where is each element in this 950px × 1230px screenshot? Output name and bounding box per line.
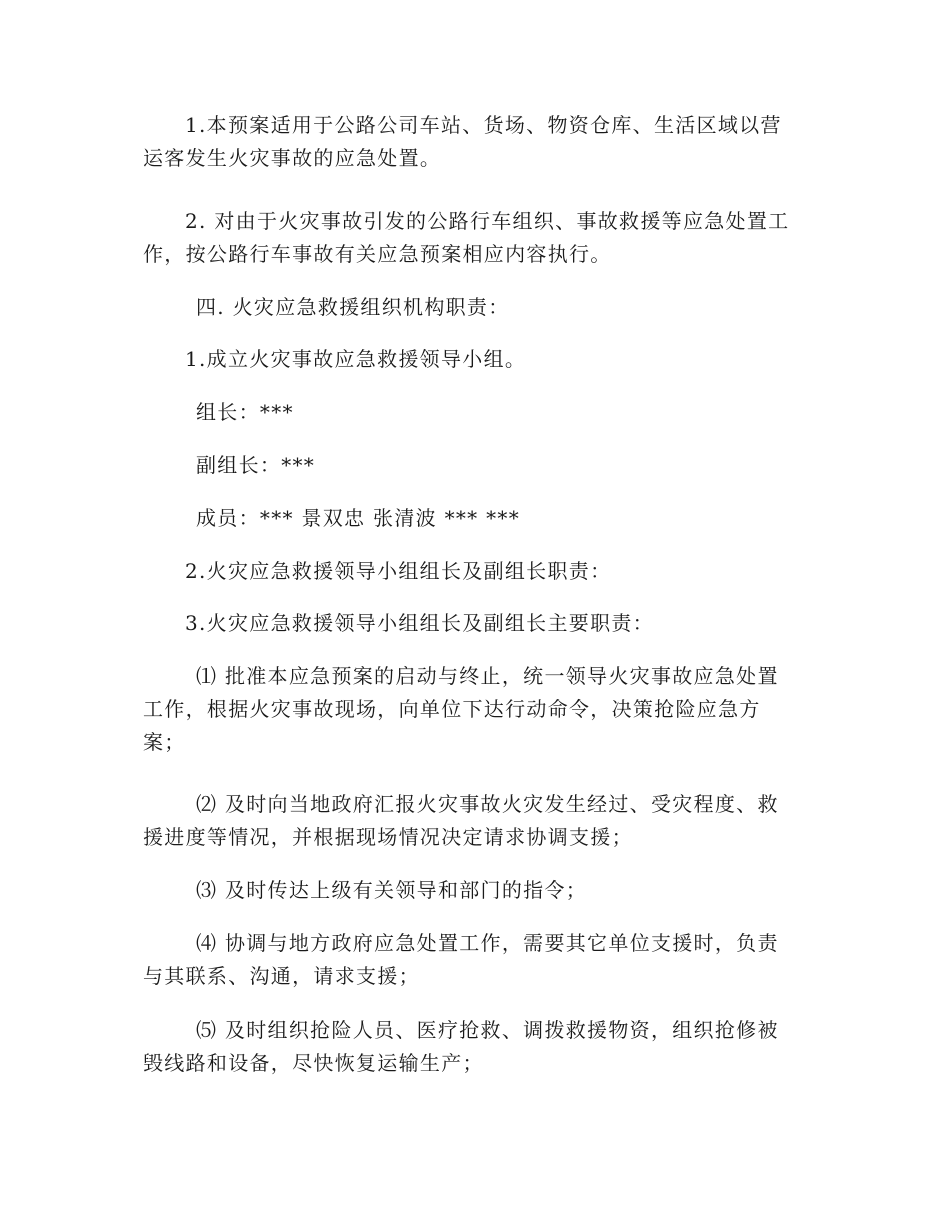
text-line: 2. 对由于火灾事故引发的公路行车组织、事故救援等应急处置工 [185,209,790,233]
duty-item-4 [143,927,807,993]
text-line: ⑷ 协调与地方政府应急处置工作，需要其它单位支援时，负责 [196,931,779,955]
text-line: 与其联系、沟通，请求支援； [143,964,420,988]
paragraph-leader-duties [143,555,807,588]
paragraph-establish-group [143,343,807,376]
text-line: 毁线路和设备，尽快恢复运输生产； [143,1051,484,1075]
text-line: 1.成立火灾事故应急救援领导小组。 [185,347,527,371]
text-line: 组长：*** [196,400,294,424]
section-heading [143,291,807,324]
text-line: 成员：*** 景双忠 张清波 *** *** [196,506,521,530]
text-line: 3.火灾应急救援领导小组组长及副组长主要职责： [185,611,654,635]
paragraph-rescue-scope [143,205,807,271]
deputy-group-leader [143,449,807,482]
text-line: 2.火灾应急救援领导小组组长及副组长职责： [185,559,612,583]
text-line: 工作，根据火灾事故现场，向单位下达行动命令，决策抢险应急方 [143,697,761,721]
text-line: 1.本预案适用于公路公司车站、货场、物资仓库、生活区域以营 [185,113,782,137]
paragraph-scope [143,109,807,175]
text-line: 援进度等情况，并根据现场情况决定请求协调支援； [143,825,633,849]
text-line: 四. 火灾应急救援组织机构职责： [196,295,510,319]
text-line: ⑸ 及时组织抢险人员、医疗抢救、调拨救援物资，组织抢修被 [196,1018,779,1042]
text-line: 运客发生火灾事故的应急处置。 [143,146,442,170]
duty-item-5 [143,1014,807,1080]
text-line: 案； [143,730,186,754]
text-line: ⑵ 及时向当地政府汇报火灾事故火灾发生经过、受灾程度、救 [196,792,779,816]
text-line: ⑴ 批准本应急预案的启动与终止，统一领导火灾事故应急处置 [196,664,779,688]
duty-item-3 [143,874,807,907]
text-line: ⑶ 及时传达上级有关领导和部门的指令； [196,878,588,902]
text-line: 作，按公路行车事故有关应急预案相应内容执行。 [143,242,612,266]
text-line: 副组长：*** [196,453,316,477]
paragraph-main-duties [143,607,807,640]
duty-item-1 [143,660,807,759]
duty-item-2 [143,788,807,854]
group-leader [143,396,807,429]
group-members [143,502,807,535]
